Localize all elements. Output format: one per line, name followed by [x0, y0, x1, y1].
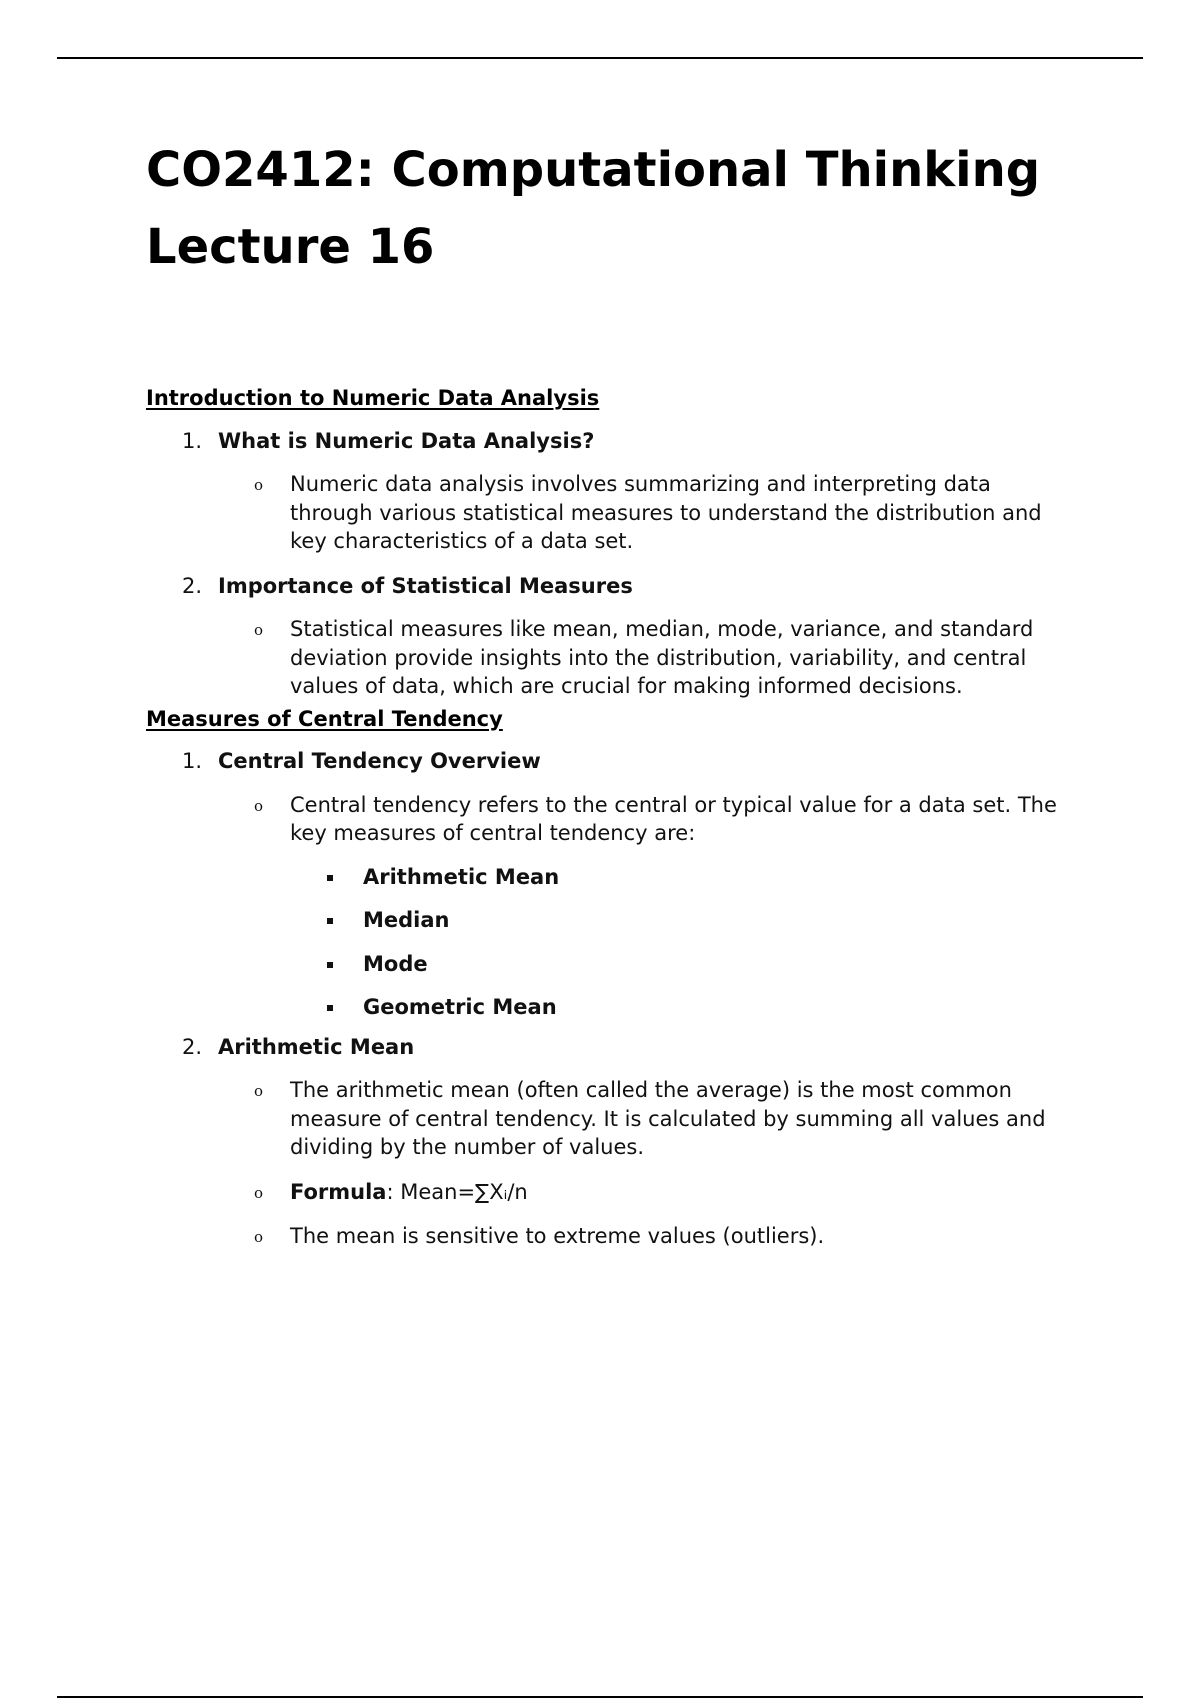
square-bullet-icon: [327, 962, 333, 968]
section-heading-intro: Introduction to Numeric Data Analysis: [146, 386, 600, 410]
circle-bullet-icon: o: [254, 1082, 264, 1100]
measure-item: Arithmetic Mean: [146, 863, 1066, 892]
item-title: Importance of Statistical Measures: [218, 573, 633, 598]
square-bullet-icon: [327, 1005, 333, 1011]
page-title: [146, 132, 1040, 286]
sub-point: [146, 615, 1066, 701]
numbered-item: [146, 1033, 1066, 1251]
sub-point-text: The mean is sensitive to extreme values (outliers).: [290, 1224, 825, 1248]
measure-item: Mode: [146, 950, 1066, 979]
square-bullet-icon: [327, 918, 333, 924]
document-body: [146, 384, 1066, 1267]
sub-point-text: Central tendency refers to the central or typical value for a data set. The key measures of central tendency are:: [290, 792, 1057, 845]
item-title: Arithmetic Mean: [218, 1034, 415, 1059]
title-line-2: Lecture 16: [146, 219, 435, 275]
square-bullet-icon: [327, 875, 333, 881]
item-number: 2.: [182, 1034, 203, 1059]
numbered-item: [146, 747, 1066, 1022]
item-title: Central Tendency Overview: [218, 749, 541, 773]
section-heading-central-tendency: Measures of Central Tendency: [146, 706, 503, 731]
circle-bullet-icon: o: [254, 1183, 264, 1202]
sub-point: [146, 1076, 1066, 1162]
top-rule: [57, 57, 1143, 59]
numbered-item: [146, 427, 1066, 556]
title-line-1: CO2412: Computational Thinking: [146, 142, 1041, 198]
item-number: 2.: [182, 573, 203, 598]
circle-bullet-icon: o: [254, 476, 264, 494]
formula-text: : Mean=∑Xᵢ/n: [386, 1179, 528, 1204]
formula-point: [146, 1178, 1066, 1207]
sub-point: [146, 791, 1066, 848]
sub-point: [146, 1222, 1066, 1251]
sub-point: [146, 470, 1066, 556]
measure-item: Geometric Mean: [146, 993, 1066, 1022]
numbered-item: [146, 572, 1066, 701]
bottom-rule: [57, 1696, 1143, 1698]
item-number: 1.: [182, 428, 203, 453]
circle-bullet-icon: o: [254, 796, 264, 815]
item-number: 1.: [182, 749, 203, 773]
item-title: What is Numeric Data Analysis?: [218, 428, 595, 453]
measures-list: [146, 863, 1066, 1022]
sub-point-text: The arithmetic mean (often called the average) is the most common measure of central tendency. It is calculated by summing all values and dividing by the number of values.: [290, 1078, 1046, 1159]
sub-point-text: Numeric data analysis involves summarizing and interpreting data through various statistical measures to understand the distribution and key characteristics of a data set.: [290, 472, 1042, 553]
sub-point-text: Statistical measures like mean, median, mode, variance, and standard deviation provide insights into the distribution, variability, and central values of data, which are crucial for making informed decisions.: [290, 617, 1034, 698]
circle-bullet-icon: o: [254, 621, 264, 639]
circle-bullet-icon: o: [254, 1228, 264, 1246]
formula-label: Formula: [290, 1179, 387, 1204]
measure-item: Median: [146, 906, 1066, 935]
